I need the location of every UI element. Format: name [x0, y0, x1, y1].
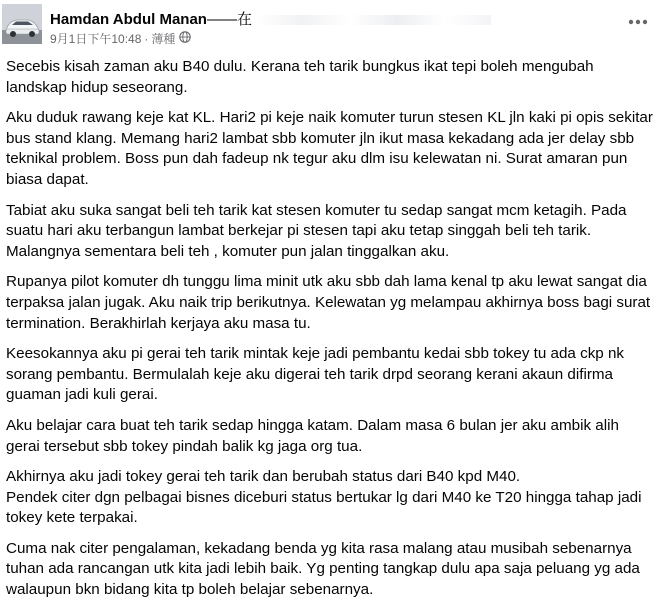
- post-paragraph: Tabiat aku suka sangat beli teh tarik kat stesen komuter tu sedap sangat mcm ketagih. Pada suatu hari aku terbangun lambat berkejar pi stesen tapi aku tetap singgah beli teh tarik. Malangnya sementara beli teh , komuter pun jalan tinggalkan aku.: [6, 201, 627, 260]
- avatar-car-photo-icon: [2, 4, 42, 44]
- more-options-icon: [628, 19, 648, 25]
- post-paragraph: Cuma nak citer pengalaman, kekadang benda yg kita rasa malang atau musibah sebenarnya tuhan ada rancangan utk kita jadi lebih baik. Yg penting tangkap dulu apa saja peluang yg ada walaupun bkn bidang kita tp boleh belajar sebenarnya.: [6, 539, 640, 599]
- meta-separator: ·: [144, 31, 149, 46]
- post-meta: [50, 30, 191, 47]
- more-options-button[interactable]: [626, 12, 650, 32]
- globe-icon[interactable]: [179, 31, 191, 46]
- post-paragraph: Pendek citer dgn pelbagai bisnes diceburi status bertukar lg dari M40 ke T20 hingga tahap jadi tokey kete terpakai.: [6, 488, 642, 527]
- post-header: [0, 0, 664, 52]
- post-paragraph: Secebis kisah zaman aku B40 dulu. Kerana teh tarik bungkus ikat tepi boleh mengubah landskap hidup seseorang.: [6, 58, 594, 96]
- post-paragraph: Aku duduk rawang keje kat KL. Hari2 pi keje naik komuter turun stesen KL jln kaki pi opis sekitar bus stand klang. Memang hari2 lambat sbb komuter jln ikut masa kekadang ada jer delay sbb teknikal problem. Boss pun dah fadeup nk tegur aku dlm isu kelewatan ni. Surat amaran pun biasa dapat.: [6, 109, 653, 188]
- visibility-label: 薄種: [151, 32, 176, 46]
- post-paragraph: Rupanya pilot komuter dh tunggu lima minit utk aku sbb dah lama kenal tp aku lewat sangat dia terpaksa jalan jugak. Aku naik trip berikutnya. Kelewatan yg melampau akhirnya boss bagi surat termination. Berakhirlah kerjaya aku masa tu.: [6, 273, 651, 332]
- redacted-location: [256, 15, 491, 25]
- post-timestamp[interactable]: 9月1日下午10:48: [50, 32, 142, 46]
- author-line: [50, 8, 491, 29]
- location-prefix: 在: [236, 11, 252, 28]
- post-paragraph: Akhirnya aku jadi tokey gerai teh tarik dan berubah status dari B40 kpd M40.: [6, 468, 521, 486]
- author-dash: ——: [206, 11, 237, 28]
- post-paragraph: Keesokannya aku pi gerai teh tarik mintak keje jadi pembantu kedai sbb tokey tu ada ckp nk sorang pembantu. Bermulalah keje aku digerai teh tarik drpd seorang kerani akaun difirma guaman jadi kuli gerai.: [6, 345, 624, 404]
- author-name[interactable]: Hamdan Abdul Manan: [50, 11, 207, 28]
- avatar[interactable]: [2, 4, 42, 44]
- post-paragraph: Aku belajar cara buat teh tarik sedap hingga katam. Dalam masa 6 bulan jer aku ambik alih gerai tersebut sbb tokey pindah balik kg jaga org tua.: [6, 416, 619, 455]
- post-body: [6, 57, 656, 611]
